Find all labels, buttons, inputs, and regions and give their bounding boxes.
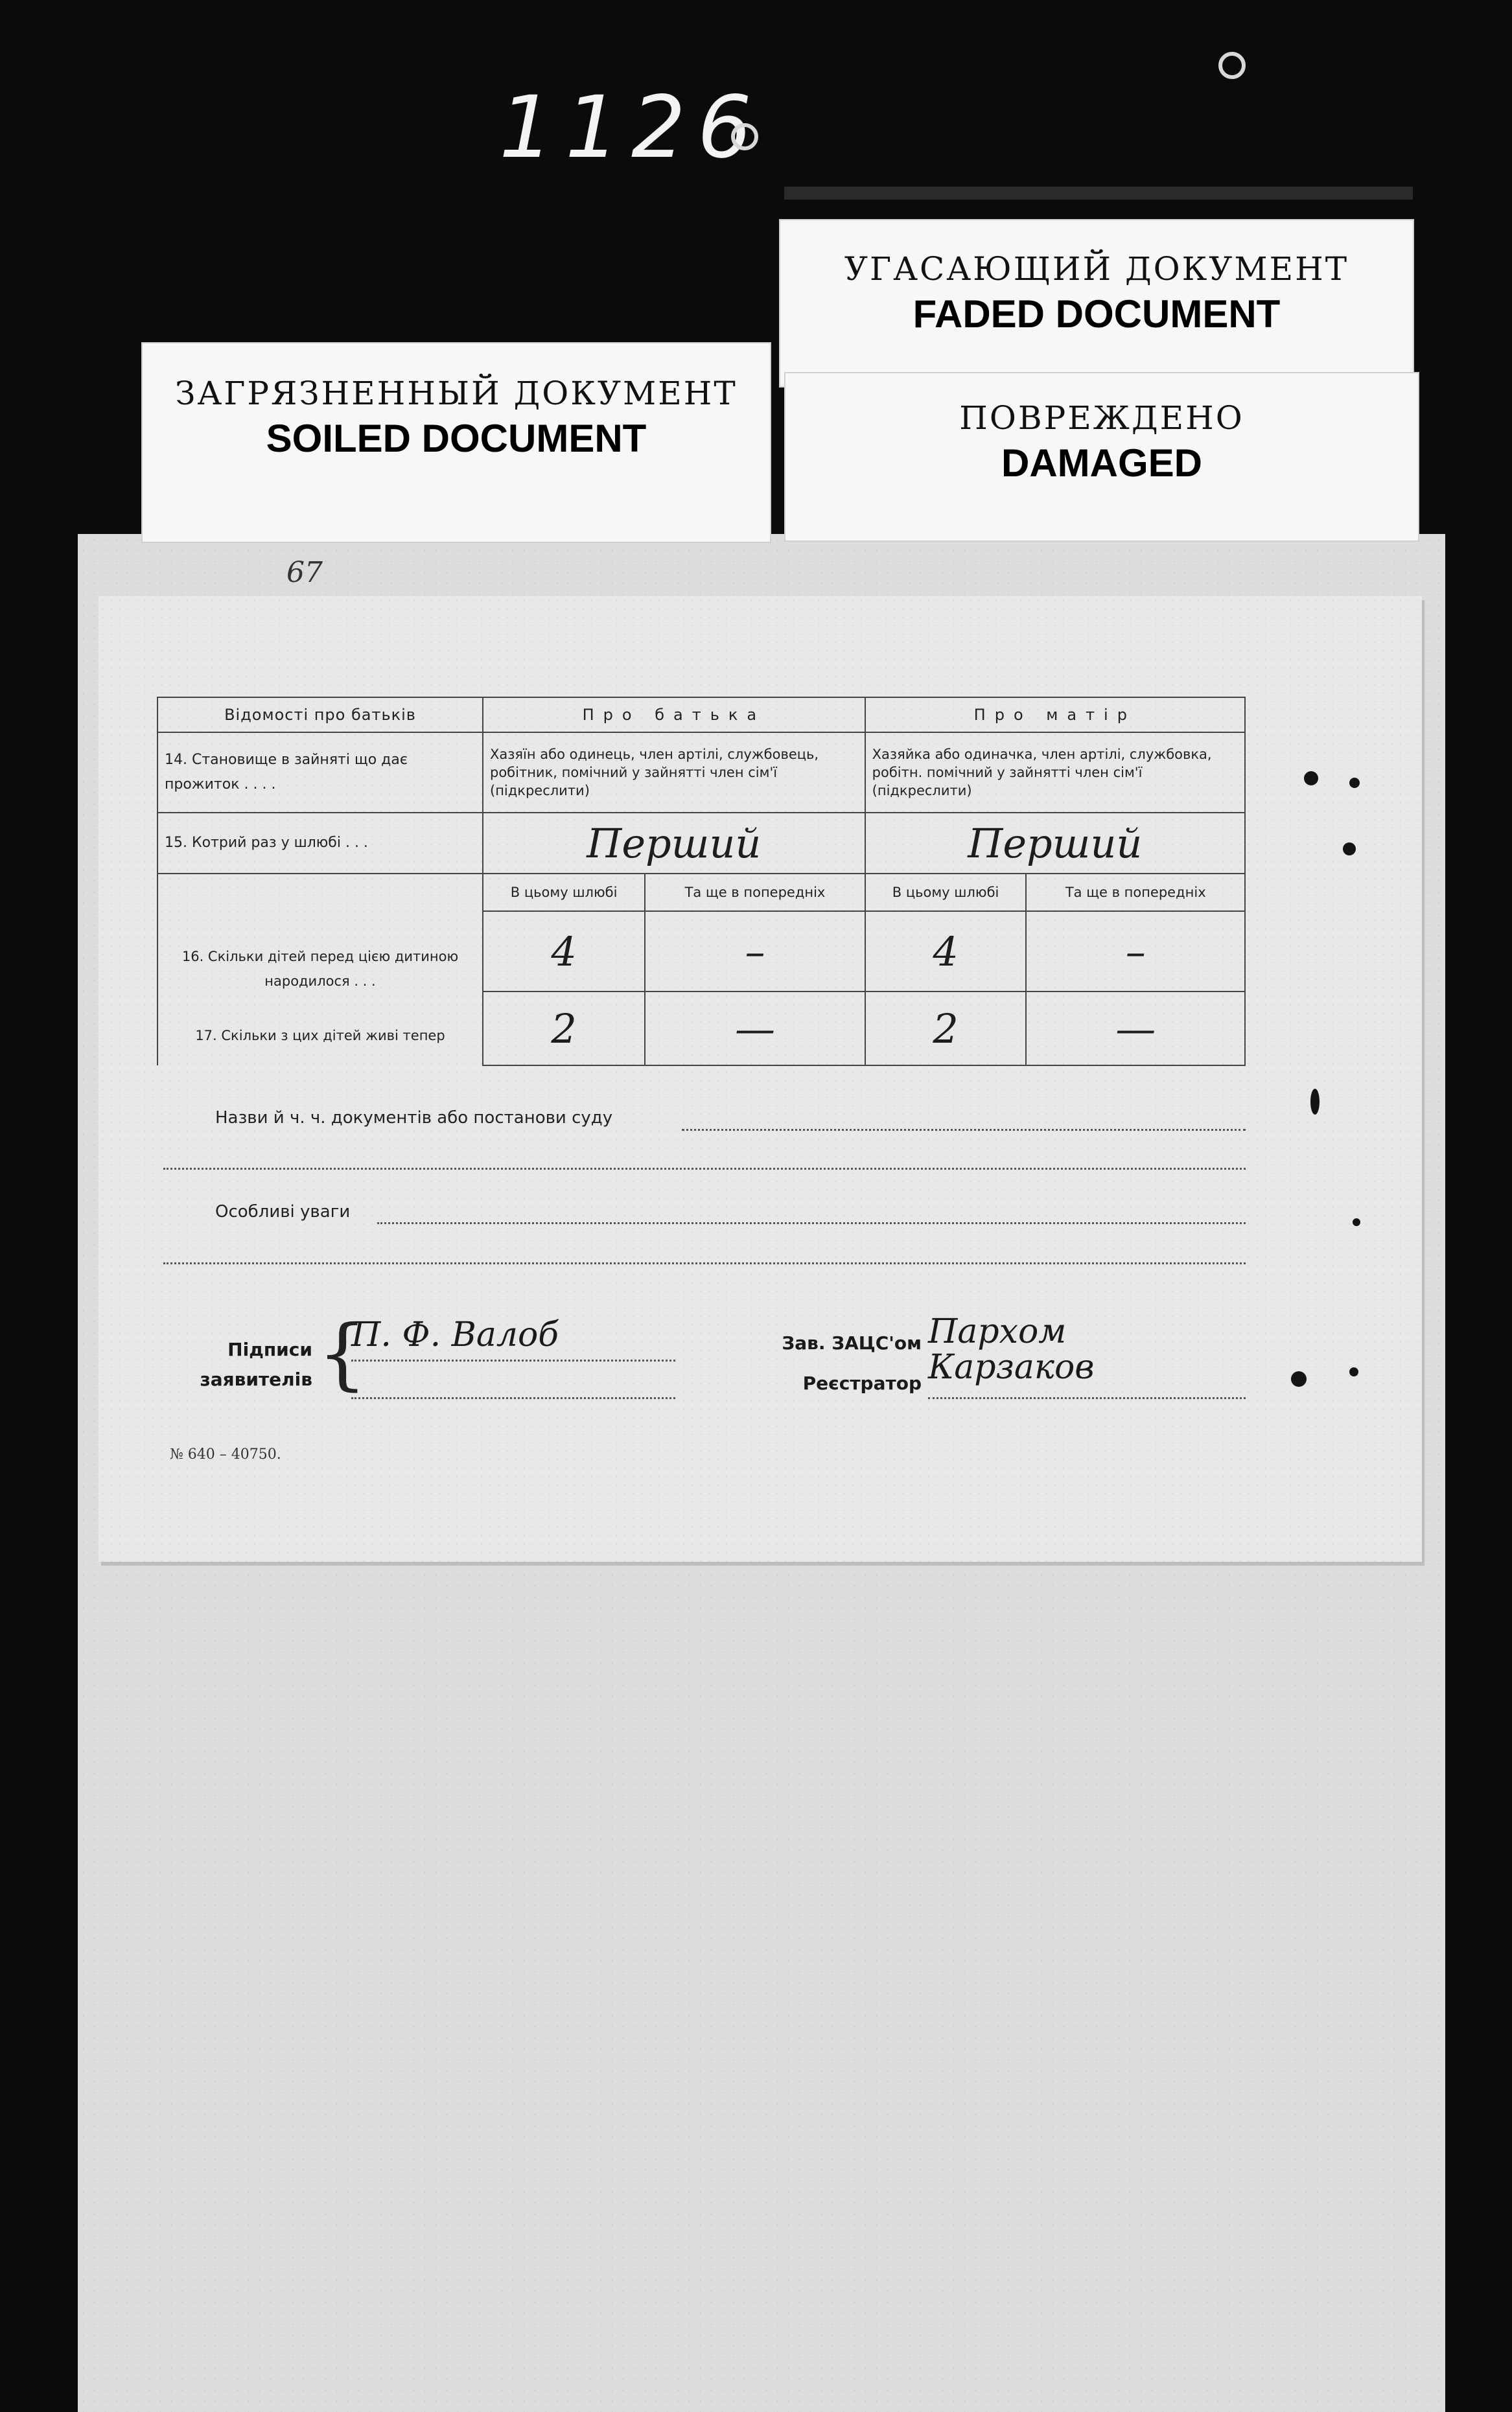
- signature-brace: {: [318, 1309, 367, 1399]
- header-father: Про батька: [483, 697, 865, 732]
- damage-hole: [1343, 842, 1356, 855]
- father-previous-header: Та ще в попередніх: [645, 874, 865, 911]
- frame-dot-right: [1218, 52, 1246, 79]
- faded-document-label: [779, 219, 1414, 388]
- faded-label-ru: УГАСАЮЩИЙ ДОКУМЕНТ: [844, 250, 1349, 288]
- row-15-mother: Перший: [865, 813, 1245, 874]
- damage-hole: [1291, 1371, 1307, 1387]
- header-parents-info: Відомості про батьків: [157, 697, 483, 732]
- applicant-sig-line-1: [351, 1360, 675, 1362]
- damage-hole: [1349, 1367, 1358, 1376]
- registration-card: [99, 556, 1422, 1562]
- frame-dot-left: [731, 123, 758, 150]
- row-14-father: Хазяїн або одинець, член артілі, службовець, робітник, помічний у зайнятті член сім'ї (підкреслити): [483, 732, 865, 813]
- mother-previous-header: Та ще в попередніх: [1026, 874, 1245, 911]
- notes-line-2: [163, 1262, 1246, 1264]
- row-16-mother-this: 4: [865, 911, 1027, 991]
- subheader-row: [157, 874, 1245, 911]
- damage-hole: [1353, 1218, 1360, 1226]
- row-17-mother-prev: —: [1026, 991, 1245, 1065]
- row-17-mother-this: 2: [865, 991, 1027, 1065]
- mother-this-marriage-header: В цьому шлюбі: [865, 874, 1027, 911]
- father-this-marriage-header: В цьому шлюбі: [483, 874, 645, 911]
- soiled-document-label: [141, 342, 771, 543]
- notes-label: Особливі уваги: [215, 1202, 351, 1222]
- faded-label-en: FADED DOCUMENT: [913, 292, 1281, 336]
- row-16-father-prev: –: [645, 911, 865, 991]
- applicant-sig-line-2: [351, 1397, 675, 1399]
- row-16-mother-prev: –: [1026, 911, 1245, 991]
- header-mother: Про матір: [865, 697, 1245, 732]
- damage-hole: [1304, 771, 1318, 785]
- damaged-label-ru: ПОВРЕЖДЕНО: [959, 399, 1244, 437]
- row-17-label: 17. Скільки з цих дітей живі тепер: [195, 1027, 445, 1043]
- row-16-father-this: 4: [483, 911, 645, 991]
- soiled-label-ru: ЗАГРЯЗНЕННЫЙ ДОКУМЕНТ: [175, 375, 738, 412]
- row-14-mother: Хазяйка або одиначка, член артілі, службовка, робітн. помічний у зайнятті член сім'ї (підкреслити): [865, 732, 1245, 813]
- row-14: [157, 732, 1245, 813]
- top-handwritten-note: 67: [286, 556, 323, 589]
- row-15-label: 15. Котрий раз у шлюбі . . .: [157, 813, 483, 874]
- print-number: № 640 – 40750.: [170, 1446, 281, 1463]
- damage-hole: [1349, 778, 1360, 788]
- parents-info-table: [157, 697, 1246, 1066]
- soiled-label-en: SOILED DOCUMENT: [266, 417, 647, 460]
- table-header-row: [157, 697, 1245, 732]
- row-15-father: Перший: [483, 813, 865, 874]
- row-17-father-this: 2: [483, 991, 645, 1065]
- damaged-label-en: DAMAGED: [1001, 441, 1202, 485]
- row-label-spacer: [157, 874, 483, 1065]
- applicants-label-line-1: Підписи: [227, 1339, 312, 1360]
- documents-line-1: [682, 1129, 1246, 1131]
- documents-line-2: [163, 1168, 1246, 1170]
- row-15: [157, 813, 1245, 874]
- row-17-father-prev: —: [645, 991, 865, 1065]
- row-14-label: 14. Становище в зайняті що дає прожиток . . . .: [157, 732, 483, 813]
- applicant-signature: П. Ф. Валоб: [351, 1316, 559, 1354]
- registrar-signature: Карзаков: [928, 1348, 1095, 1387]
- documents-label: Назви й ч. ч. документів або постанови суду: [215, 1108, 613, 1128]
- registrar-label: Реєстратор: [802, 1373, 922, 1394]
- notes-line-1: [377, 1222, 1246, 1224]
- head-zags-label: Зав. ЗАЦС'ом: [782, 1332, 922, 1354]
- head-zags-signature: Пархом: [928, 1312, 1067, 1351]
- registrar-sig-line: [928, 1397, 1246, 1399]
- row-16-label: 16. Скільки дітей перед цією дитиною народилося . . .: [181, 948, 459, 989]
- damage-hole: [1310, 1089, 1320, 1115]
- applicants-signatures-label: [196, 1335, 312, 1395]
- film-strip: [784, 187, 1413, 200]
- frame-number: 1126: [499, 78, 763, 178]
- damaged-document-label: [784, 372, 1419, 542]
- applicants-label-line-2: заявителів: [200, 1369, 312, 1390]
